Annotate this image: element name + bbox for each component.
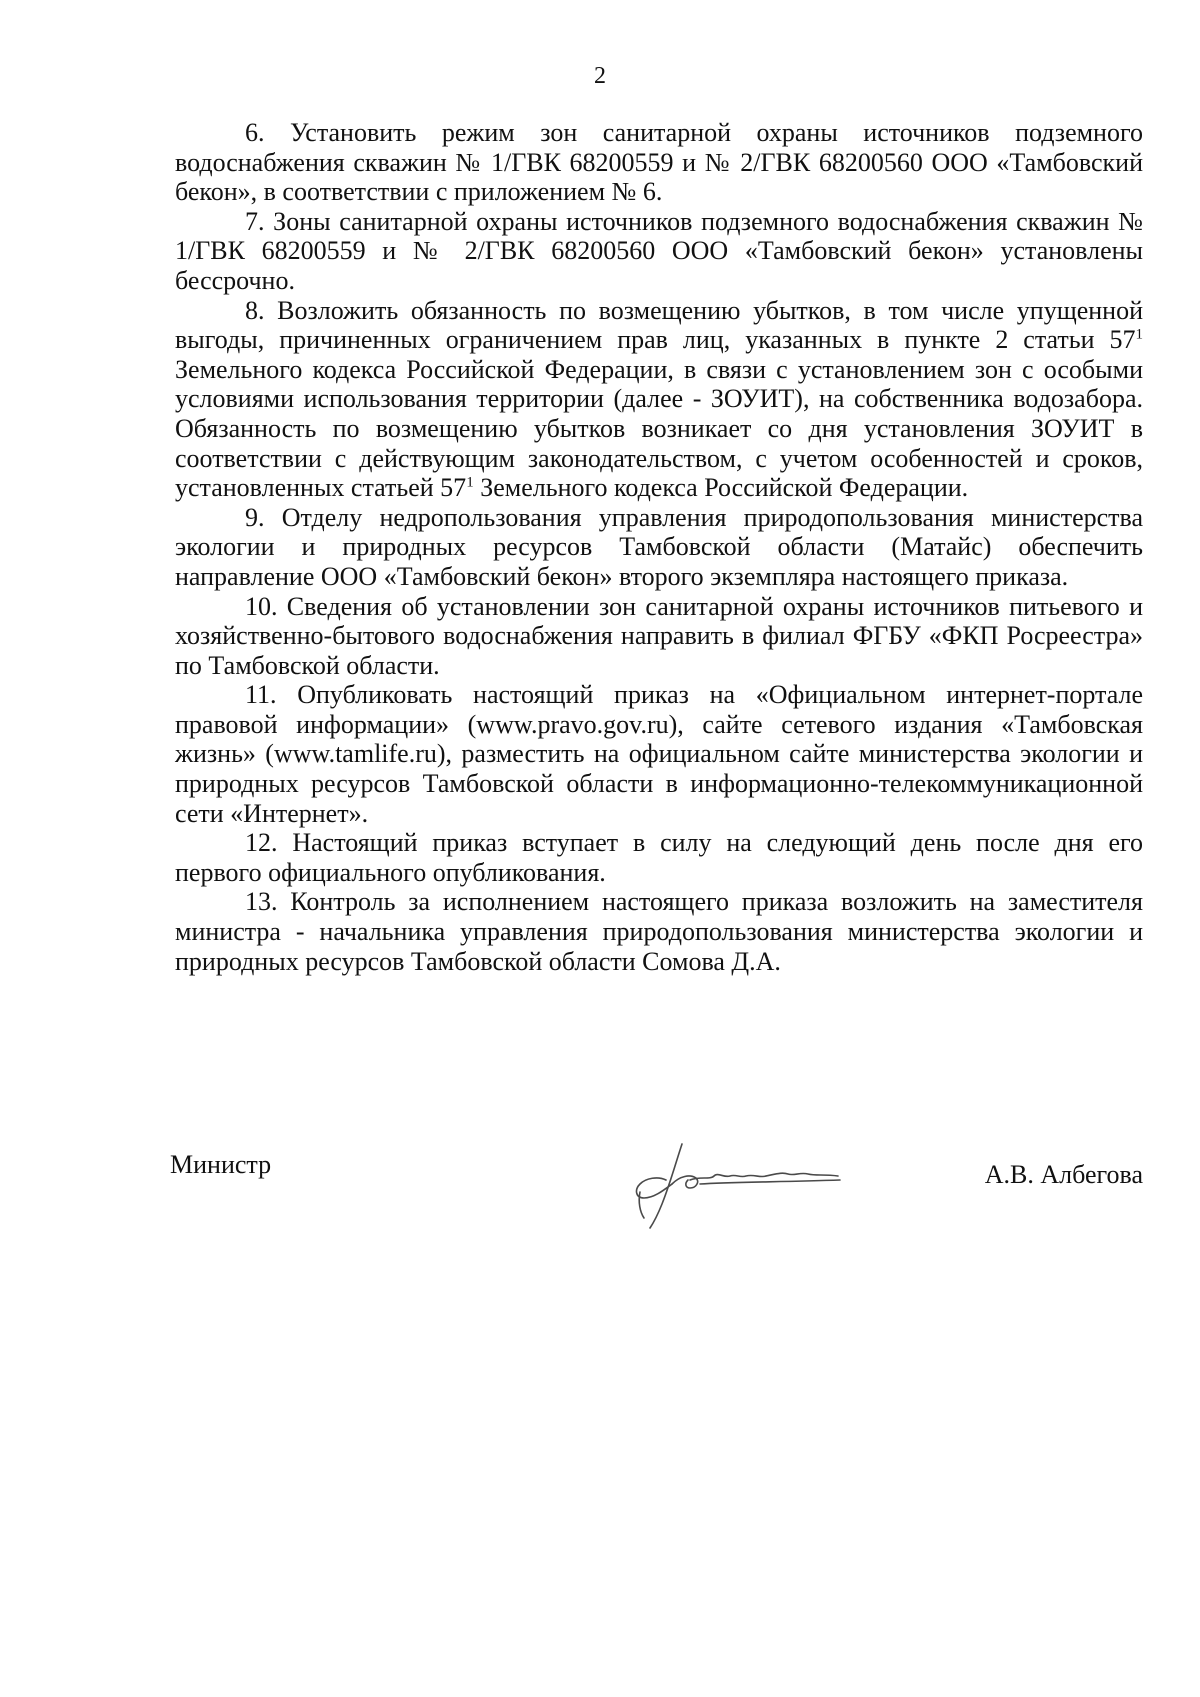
superscript-2: 1 <box>466 474 474 491</box>
paragraph-12: 12. Настоящий приказ вступает в силу на следующий день после дня его первого официального опубликования. <box>175 828 1143 887</box>
paragraph-6: 6. Установить режим зон санитарной охраны источников подземного водоснабжения скважин № 1/ГВК 68200559 и № 2/ГВК 68200560 ООО «Тамбовский бекон», в соответствии с приложением № 6. <box>175 118 1143 207</box>
paragraph-8-part-2: Земельного кодекса Российской Федерации, в связи с установлением зон с особыми условиями использования территории (далее - ЗОУИТ), на собственника водозабора. Обязанность по возмещению убытков возникает со дня установления ЗОУИТ в соответствии с действующим законодательством, с учетом особенностей и сроков, установленных статьей 57 <box>175 354 1143 503</box>
page-number: 2 <box>594 63 606 89</box>
paragraph-9: 9. Отделу недропользования управления природопользования министерства экологии и природных ресурсов Тамбовской области (Матайс) обеспечить направление ООО «Тамбовский бекон» второго экземпляра настоящего приказа. <box>175 502 1143 591</box>
signatory-title: Министр <box>170 1150 272 1179</box>
paragraph-11: 11. Опубликовать настоящий приказ на «Официальном интернет-портале правовой информации» (www.pravo.gov.ru), сайте сетевого издания «Тамбовская жизнь» (www.tamlife.ru), разместить на официальном сайте министерства экологии и природных ресурсов Тамбовской области в информационно-телекоммуникационной сети «Интернет». <box>175 680 1143 828</box>
paragraph-13: 13. Контроль за исполнением настоящего приказа возложить на заместителя министра - начальника управления природопользования министерства экологии и природных ресурсов Тамбовской области Сомова Д.А. <box>175 887 1143 976</box>
signature-block <box>170 1150 1143 1260</box>
paragraph-8-part-3: Земельного кодекса Российской Федерации. <box>473 473 969 503</box>
paragraph-7: 7. Зоны санитарной охраны источников подземного водоснабжения скважин № 1/ГВК 68200559 и № 2/ГВК 68200560 ООО «Тамбовский бекон» установлены бессрочно. <box>175 206 1143 295</box>
handwritten-signature-icon <box>610 1132 870 1232</box>
paragraph-8 <box>175 296 1143 503</box>
paragraph-8-part-1: 8. Возложить обязанность по возмещению убытков, в том числе упущенной выгоды, причиненных ограничением прав лиц, указанных в пункте 2 статьи 57 <box>175 295 1143 355</box>
paragraph-10: 10. Сведения об установлении зон санитарной охраны источников питьевого и хозяйственно-бытового водоснабжения направить в филиал ФГБУ «ФКП Росреестра» по Тамбовской области. <box>175 591 1143 680</box>
document-body <box>175 118 1143 976</box>
signatory-name: А.В. Албегова <box>984 1160 1143 1189</box>
superscript-1: 1 <box>1135 326 1143 343</box>
